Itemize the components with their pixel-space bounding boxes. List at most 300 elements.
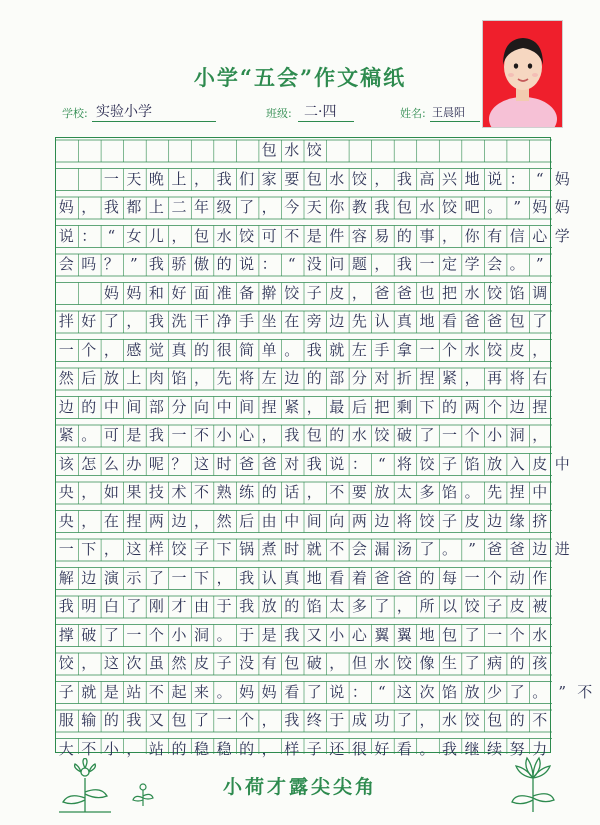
- essay-character: 题: [351, 255, 367, 273]
- essay-character: 又: [148, 711, 164, 729]
- essay-character: 不: [284, 226, 300, 245]
- essay-character: ，: [126, 312, 142, 330]
- essay-character: 不: [148, 682, 164, 701]
- essay-character: 你: [464, 226, 480, 245]
- essay-character: 的: [171, 739, 187, 758]
- essay-character: 有: [261, 654, 277, 672]
- essay-character: 的: [509, 711, 525, 729]
- essay-character: 还: [329, 739, 345, 758]
- essay-character: 一: [419, 255, 435, 273]
- essay-character: 饺: [487, 283, 503, 302]
- essay-character: 信: [509, 226, 525, 245]
- essay-character: 一: [171, 426, 187, 444]
- essay-character: 饺: [419, 511, 435, 530]
- essay-character: 水: [442, 711, 458, 729]
- essay-character: 由: [261, 511, 277, 530]
- essay-character: 会: [58, 255, 74, 273]
- essay-character: 不: [329, 540, 345, 558]
- essay-character: 洞: [194, 625, 210, 644]
- essay-character: 站: [126, 682, 142, 701]
- essay-character: 家: [261, 169, 277, 188]
- essay-character: 漏: [374, 540, 390, 558]
- essay-character: 饺: [171, 540, 187, 558]
- class-underline: [298, 121, 354, 122]
- essay-character: ，: [351, 283, 367, 302]
- essay-character: 皮: [329, 283, 345, 302]
- essay-character: 然: [58, 369, 74, 387]
- essay-character: 站: [148, 739, 164, 758]
- essay-character: 上: [126, 369, 142, 387]
- essay-character: 吧: [464, 198, 480, 216]
- essay-character: 分: [171, 397, 187, 416]
- essay-character: 了: [532, 312, 548, 330]
- essay-character: 紧: [58, 426, 74, 444]
- essay-character: 次: [419, 682, 435, 701]
- essay-character: 于: [216, 597, 232, 615]
- essay-character: 呢: [148, 454, 164, 473]
- essay-character: 骄: [171, 255, 187, 273]
- essay-character: 皮: [532, 454, 548, 473]
- essay-line: [55, 538, 570, 560]
- essay-character: 级: [216, 198, 232, 216]
- essay-character: 我: [284, 711, 300, 729]
- essay-character: 不: [532, 711, 548, 729]
- essay-character: ，: [81, 198, 97, 216]
- essay-character: 个: [239, 711, 255, 729]
- essay-character: 然: [216, 511, 232, 530]
- essay-character: 间: [306, 511, 322, 530]
- essay-character: 作: [532, 568, 548, 587]
- essay-character: 示: [126, 568, 142, 587]
- essay-character: 了: [306, 682, 322, 701]
- essay-character: ，: [261, 739, 277, 758]
- essay-character: 了: [464, 625, 480, 644]
- essay-character: 包: [261, 141, 277, 159]
- essay-character: 手: [239, 312, 255, 330]
- essay-character: 我: [284, 625, 300, 644]
- essay-character: 馅: [509, 283, 525, 302]
- essay-character: 都: [126, 198, 142, 216]
- essay-character: 中: [216, 397, 232, 416]
- essay-character: 输: [81, 711, 97, 729]
- essay-character: 包: [306, 169, 322, 188]
- essay-character: 我: [216, 169, 232, 188]
- essay-character: 易: [374, 226, 390, 245]
- essay-character: 病: [487, 654, 503, 672]
- essay-character: 最: [329, 397, 345, 416]
- essay-character: 努: [509, 739, 525, 758]
- essay-character: 看: [396, 739, 412, 758]
- essay-character: 干: [194, 312, 210, 330]
- essay-character: 水: [351, 426, 367, 444]
- essay-character: 心: [532, 226, 548, 245]
- essay-character: 的: [239, 739, 255, 758]
- essay-character: 会: [351, 540, 367, 558]
- essay-character: 技: [148, 483, 164, 501]
- essay-character: 我: [239, 597, 255, 615]
- essay-character: 很: [351, 739, 367, 758]
- essay-character: 这: [126, 540, 142, 558]
- essay-character: 容: [351, 226, 367, 245]
- essay-character: 水: [284, 141, 300, 159]
- essay-character: 是: [306, 226, 322, 245]
- essay-character: ，: [194, 511, 210, 530]
- essay-character: 边: [284, 369, 300, 387]
- essay-character: 说: [487, 169, 503, 188]
- essay-character: 将: [239, 369, 255, 387]
- essay-character: 续: [487, 739, 503, 758]
- essay-character: 多: [419, 483, 435, 501]
- essay-character: 水: [374, 654, 390, 672]
- essay-character: 单: [261, 340, 277, 359]
- essay-character: 面: [194, 283, 210, 302]
- essay-character: 锅: [239, 540, 255, 558]
- essay-character: 可: [103, 426, 119, 444]
- essay-character: 的: [306, 369, 322, 387]
- essay-character: 入: [509, 454, 525, 473]
- essay-line: [55, 424, 551, 446]
- essay-character: ？: [171, 454, 187, 473]
- essay-character: 来: [194, 682, 210, 701]
- essay-character: 一: [103, 169, 119, 188]
- essay-line: [55, 225, 570, 247]
- essay-character: 办: [126, 454, 142, 473]
- essay-character: 再: [487, 369, 503, 387]
- essay-character: 破: [396, 426, 412, 444]
- essay-character: 要: [351, 483, 367, 501]
- essay-character: ，: [419, 711, 435, 729]
- essay-character: 下: [194, 568, 210, 587]
- essay-character: ，: [126, 739, 142, 758]
- essay-character: 二: [171, 198, 187, 216]
- essay-character: 缘: [509, 511, 525, 530]
- essay-character: 生: [442, 654, 458, 672]
- essay-character: 看: [284, 682, 300, 701]
- essay-character: 这: [396, 682, 412, 701]
- essay-character: 子: [58, 682, 74, 701]
- essay-character: 边: [374, 511, 390, 530]
- essay-character: 了: [374, 597, 390, 615]
- essay-character: 洞: [509, 426, 525, 444]
- essay-character: ”: [513, 198, 521, 216]
- essay-character: ，: [81, 511, 97, 530]
- essay-line: [55, 253, 551, 275]
- essay-character: ，: [442, 226, 458, 245]
- essay-character: ：: [509, 169, 525, 188]
- essay-character: 我: [148, 255, 164, 273]
- essay-character: 饺: [464, 711, 480, 729]
- essay-character: 个: [442, 340, 458, 359]
- essay-character: 一: [216, 711, 232, 729]
- essay-character: 包: [509, 312, 525, 330]
- essay-character: 。: [216, 682, 232, 701]
- essay-character: 爸: [374, 283, 390, 302]
- essay-character: 饺: [374, 426, 390, 444]
- essay-character: 不: [329, 483, 345, 501]
- essay-character: 饺: [464, 597, 480, 615]
- essay-character: 时: [216, 454, 232, 473]
- essay-character: 央: [58, 511, 74, 530]
- essay-character: 太: [396, 483, 412, 501]
- essay-character: 么: [103, 454, 119, 473]
- essay-character: 一: [442, 426, 458, 444]
- essay-character: 我: [148, 426, 164, 444]
- essay-character: 间: [239, 397, 255, 416]
- essay-character: ”: [468, 540, 476, 558]
- essay-character: 稳: [216, 739, 232, 758]
- essay-character: 这: [194, 454, 210, 473]
- essay-character: 左: [351, 340, 367, 359]
- essay-character: 剩: [396, 397, 412, 416]
- essay-character: 会: [487, 255, 503, 273]
- essay-character: 的: [216, 255, 232, 273]
- essay-character: 就: [306, 540, 322, 558]
- essay-character: 把: [374, 397, 390, 416]
- essay-character: 在: [103, 511, 119, 530]
- essay-character: 要: [284, 169, 300, 188]
- essay-character: 了: [103, 625, 119, 644]
- essay-title-row: [55, 139, 551, 161]
- essay-character: 馅: [442, 483, 458, 501]
- essay-character: ，: [464, 369, 480, 387]
- essay-character: 包: [487, 711, 503, 729]
- essay-character: 傲: [194, 255, 210, 273]
- essay-character: 刚: [148, 597, 164, 615]
- essay-character: 心: [351, 625, 367, 644]
- essay-character: 认: [374, 312, 390, 330]
- essay-character: 的: [509, 654, 525, 672]
- essay-character: ”: [535, 255, 544, 273]
- essay-character: 了: [464, 654, 480, 672]
- essay-character: 水: [419, 198, 435, 216]
- essay-character: 你: [329, 198, 345, 216]
- essay-line: [55, 709, 551, 731]
- essay-character: 先: [351, 312, 367, 330]
- flower-decoration-left: [55, 758, 115, 814]
- essay-character: 中: [554, 454, 570, 473]
- essay-character: 一: [487, 625, 503, 644]
- essay-character: 太: [329, 597, 345, 615]
- essay-character: 了: [103, 312, 119, 330]
- essay-character: 爸: [509, 540, 525, 558]
- essay-character: 我: [306, 340, 322, 359]
- essay-character: 是: [261, 625, 277, 644]
- essay-character: ：: [351, 454, 367, 473]
- essay-character: 饺: [396, 654, 412, 672]
- school-underline: [92, 121, 216, 122]
- essay-character: 简: [239, 340, 255, 359]
- essay-character: 包: [442, 625, 458, 644]
- essay-character: 练: [239, 483, 255, 501]
- essay-character: 心: [239, 426, 255, 444]
- essay-character: 次: [126, 654, 142, 672]
- essay-line: [55, 196, 570, 218]
- essay-character: 天: [126, 169, 142, 188]
- essay-character: 水: [464, 283, 480, 302]
- essay-character: 边: [58, 397, 74, 416]
- essay-character: 晚: [148, 169, 164, 188]
- essay-character: 就: [329, 340, 345, 359]
- essay-character: 水: [216, 226, 232, 245]
- essay-character: ，: [374, 255, 390, 273]
- essay-character: 破: [81, 625, 97, 644]
- essay-character: 个: [487, 568, 503, 587]
- essay-character: 了: [419, 540, 435, 558]
- essay-character: 了: [509, 682, 525, 701]
- essay-character: 妈: [554, 198, 570, 216]
- essay-character: 放: [103, 369, 119, 387]
- essay-line: [55, 595, 551, 617]
- essay-character: 可: [261, 226, 277, 245]
- essay-line: [55, 310, 551, 332]
- essay-character: 小: [329, 625, 345, 644]
- essay-character: 中: [284, 511, 300, 530]
- essay-character: 捏: [532, 397, 548, 416]
- essay-character: ，: [306, 397, 322, 416]
- essay-character: 孩: [532, 654, 548, 672]
- essay-character: 将: [509, 369, 525, 387]
- essay-character: 进: [554, 540, 570, 558]
- essay-character: 部: [148, 397, 164, 416]
- footer-slogan: 小荷才露尖尖角: [222, 776, 377, 798]
- name-label: 姓名:: [400, 107, 426, 120]
- essay-line: [55, 396, 551, 418]
- essay-character: 子: [194, 540, 210, 558]
- essay-character: 水: [329, 169, 345, 188]
- essay-character: 真: [284, 568, 300, 587]
- essay-character: “: [378, 454, 386, 473]
- essay-character: 个: [148, 625, 164, 644]
- essay-character: 由: [194, 597, 210, 615]
- essay-character: ，: [194, 369, 210, 387]
- essay-character: 今: [284, 198, 300, 216]
- essay-character: 爸: [464, 312, 480, 330]
- essay-character: 我: [148, 312, 164, 330]
- essay-character: 水: [464, 340, 480, 359]
- essay-character: 着: [351, 568, 367, 587]
- essay-character: 了: [194, 711, 210, 729]
- essay-character: 紧: [284, 397, 300, 416]
- essay-character: “: [287, 255, 296, 273]
- essay-character: 又: [306, 625, 322, 644]
- essay-character: 一: [419, 340, 435, 359]
- essay-character: 部: [329, 369, 345, 387]
- essay-character: 说: [239, 255, 255, 273]
- essay-character: 翼: [396, 625, 412, 644]
- essay-character: ，: [374, 169, 390, 188]
- essay-character: 好: [374, 739, 390, 758]
- essay-character: 一: [126, 625, 142, 644]
- essay-character: 成: [351, 711, 367, 729]
- essay-character: 一: [58, 340, 74, 359]
- essay-character: 爸: [396, 568, 412, 587]
- essay-character: 了: [239, 198, 255, 216]
- essay-character: 解: [58, 568, 74, 587]
- essay-character: 于: [329, 711, 345, 729]
- essay-character: 也: [419, 283, 435, 302]
- essay-character: 后: [351, 397, 367, 416]
- essay-character: 这: [103, 654, 119, 672]
- essay-character: 地: [306, 568, 322, 587]
- essay-character: 把: [442, 283, 458, 302]
- essay-character: 说: [329, 454, 345, 473]
- essay-character: ，: [261, 198, 277, 216]
- essay-character: 了: [126, 597, 142, 615]
- essay-character: ：: [351, 682, 367, 701]
- essay-line: [55, 681, 593, 703]
- essay-line: [55, 339, 551, 361]
- essay-character: 边: [487, 511, 503, 530]
- essay-character: 演: [103, 568, 119, 587]
- essay-line: [55, 168, 570, 190]
- essay-character: 话: [284, 483, 300, 501]
- essay-character: 捏: [261, 397, 277, 416]
- essay-character: 捏: [419, 369, 435, 387]
- essay-character: 子: [306, 739, 322, 758]
- essay-character: 妈: [532, 198, 548, 216]
- essay-character: 肉: [148, 369, 164, 387]
- essay-character: 好: [171, 283, 187, 302]
- essay-character: 不: [194, 426, 210, 444]
- essay-character: 但: [351, 654, 367, 672]
- essay-character: 我: [374, 198, 390, 216]
- essay-character: 一: [58, 540, 74, 558]
- essay-character: ：: [261, 255, 277, 273]
- essay-character: 拿: [396, 340, 412, 359]
- essay-character: 了: [396, 711, 412, 729]
- essay-character: 个: [509, 625, 525, 644]
- essay-character: 。: [464, 483, 480, 501]
- essay-character: 没: [306, 255, 322, 273]
- essay-character: 放: [374, 483, 390, 501]
- essay-character: 地: [464, 169, 480, 188]
- essay-character: 说: [58, 226, 74, 245]
- essay-line: [55, 567, 551, 589]
- essay-character: 学: [464, 255, 480, 273]
- essay-character: 不: [194, 483, 210, 501]
- essay-character: 。: [284, 340, 300, 359]
- essay-character: 教: [351, 198, 367, 216]
- essay-character: 馅: [464, 454, 480, 473]
- essay-character: 向: [194, 397, 210, 416]
- essay-character: 高: [419, 169, 435, 188]
- essay-character: 以: [442, 597, 458, 615]
- essay-character: 就: [81, 682, 97, 701]
- essay-character: 小: [171, 625, 187, 644]
- essay-character: 个: [81, 340, 97, 359]
- class-label: 班级:: [266, 107, 292, 120]
- essay-character: 。: [442, 540, 458, 558]
- essay-character: 皮: [194, 654, 210, 672]
- name-value: 王晨阳: [432, 106, 465, 119]
- essay-character: 边: [171, 511, 187, 530]
- essay-character: 包: [284, 654, 300, 672]
- essay-character: 的: [442, 397, 458, 416]
- lotus-decoration-right: [508, 752, 558, 814]
- essay-character: 力: [532, 739, 548, 758]
- essay-line: [55, 367, 551, 389]
- essay-character: 的: [284, 597, 300, 615]
- essay-character: 我: [103, 198, 119, 216]
- essay-character: 的: [396, 226, 412, 245]
- essay-character: 右: [532, 369, 548, 387]
- essay-character: 中: [103, 397, 119, 416]
- essay-character: 事: [419, 226, 435, 245]
- essay-character: 下: [216, 540, 232, 558]
- essay-character: ，: [306, 483, 322, 501]
- essay-character: 看: [442, 312, 458, 330]
- essay-character: 我: [58, 597, 74, 615]
